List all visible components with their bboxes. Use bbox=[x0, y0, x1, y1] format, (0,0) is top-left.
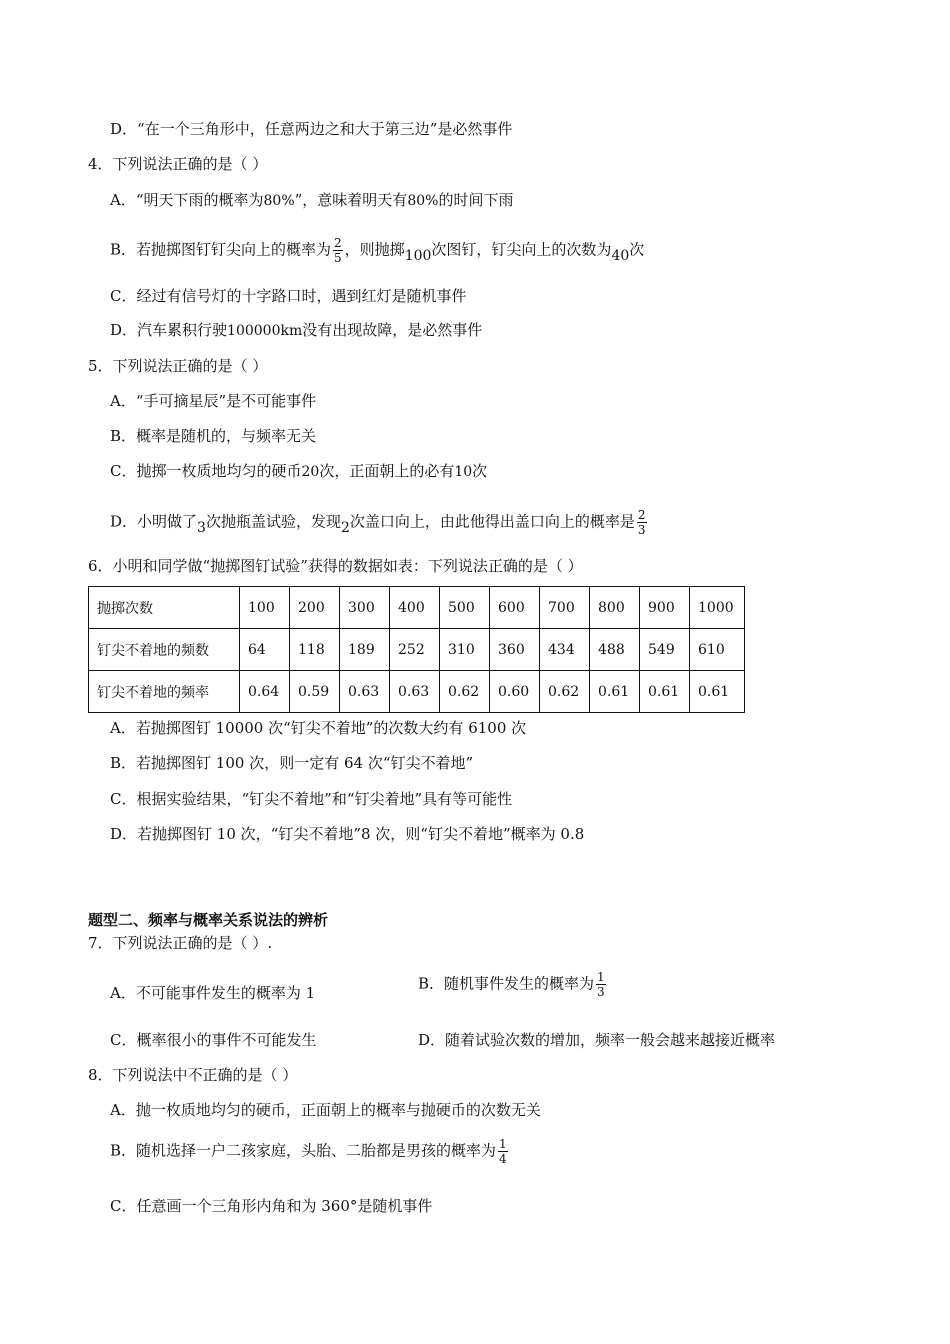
q7-option-d: D．随着试验次数的增加，频率一般会越来越接近概率 bbox=[418, 1031, 776, 1049]
table-cell: 488 bbox=[590, 629, 640, 671]
fraction: $\frac{2}{5}$ bbox=[334, 236, 342, 265]
q4-option-a: A．“明天下雨的概率为80%”，意味着明天有80%的时间下雨 bbox=[110, 191, 514, 209]
table-cell: 189 bbox=[340, 629, 390, 671]
q5-option-c: C．抛掷一枚质地均匀的硬币20次，正面朝上的必有10次 bbox=[110, 462, 488, 480]
q7-option-a: A．不可能事件发生的概率为 1 bbox=[110, 984, 316, 1002]
q8-option-b: B．随机选择一户二孩家庭，头胎、二胎都是男孩的概率为 $\frac{1}{4}$ bbox=[110, 1137, 507, 1166]
table-cell: 0.63 bbox=[390, 671, 440, 713]
q6-option-b: B．若抛掷图钉 100 次，则一定有 64 次“钉尖不着地” bbox=[110, 754, 474, 772]
q6-option-a: A．若抛掷图钉 10000 次“钉尖不着地”的次数大约有 6100 次 bbox=[110, 719, 527, 737]
q8-option-c: C．任意画一个三角形内角和为 360°是随机事件 bbox=[110, 1197, 433, 1215]
q5-option-a: A．“手可摘星辰”是不可能事件 bbox=[110, 392, 317, 410]
table-cell: 252 bbox=[390, 629, 440, 671]
table-row-label: 抛掷次数 bbox=[89, 587, 240, 629]
table-cell: 0.63 bbox=[340, 671, 390, 713]
q4-stem: 4．下列说法正确的是（ ） bbox=[88, 155, 268, 173]
q7-stem: 7．下列说法正确的是（ ）. bbox=[88, 934, 273, 952]
q5-option-b: B．概率是随机的，与频率无关 bbox=[110, 427, 317, 445]
table-cell: 500 bbox=[440, 587, 490, 629]
q6-option-d: D．若抛掷图钉 10 次，“钉尖不着地”8 次，则“钉尖不着地”概率为 0.8 bbox=[110, 825, 585, 843]
q6-stem: 6．小明和同学做“抛掷图钉试验”获得的数据如表：下列说法正确的是（ ） bbox=[88, 557, 583, 575]
table-row bbox=[89, 629, 745, 671]
table-cell: 0.62 bbox=[540, 671, 590, 713]
table-cell: 100 bbox=[240, 587, 290, 629]
table-row-label: 钉尖不着地的频率 bbox=[89, 671, 240, 713]
table-cell: 800 bbox=[590, 587, 640, 629]
q5-stem: 5．下列说法正确的是（ ） bbox=[88, 357, 268, 375]
fraction: $\frac{1}{3}$ bbox=[597, 970, 605, 999]
table-cell: 1000 bbox=[690, 587, 745, 629]
table-cell: 549 bbox=[640, 629, 690, 671]
table-cell: 600 bbox=[490, 587, 540, 629]
table-cell: 0.64 bbox=[240, 671, 290, 713]
fraction: $\frac{1}{4}$ bbox=[499, 1137, 507, 1166]
data-table bbox=[88, 586, 745, 713]
table-cell: 0.61 bbox=[690, 671, 745, 713]
fraction: $\frac{2}{3}$ bbox=[637, 508, 646, 537]
q6-option-c: C．根据实验结果，“钉尖不着地”和“钉尖着地”具有等可能性 bbox=[110, 790, 513, 808]
table-row-label: 钉尖不着地的频数 bbox=[89, 629, 240, 671]
table-cell: 310 bbox=[440, 629, 490, 671]
table-cell: 118 bbox=[290, 629, 340, 671]
q3-option-d: D．“在一个三角形中，任意两边之和大于第三边”是必然事件 bbox=[110, 120, 513, 138]
table-cell: 0.61 bbox=[640, 671, 690, 713]
table-cell: 900 bbox=[640, 587, 690, 629]
q4-option-b: B．若抛掷图钉钉尖向上的概率为 $\frac{2}{5}$ ，则抛掷100次图钉，钉尖向上的次数为40次 bbox=[110, 236, 645, 265]
q8-option-a: A．抛一枚质地均匀的硬币，正面朝上的概率与抛硬币的次数无关 bbox=[110, 1101, 541, 1119]
table-row bbox=[89, 587, 745, 629]
table-cell: 0.60 bbox=[490, 671, 540, 713]
section-title: 题型二、频率与概率关系说法的辨析 bbox=[88, 911, 329, 929]
table-cell: 434 bbox=[540, 629, 590, 671]
q7-option-b: B．随机事件发生的概率为 $\frac{1}{3}$ bbox=[418, 970, 605, 999]
table-cell: 0.61 bbox=[590, 671, 640, 713]
q7-option-c: C．概率很小的事件不可能发生 bbox=[110, 1031, 317, 1049]
table-row bbox=[89, 671, 745, 713]
q4-option-d: D．汽车累积行驶100000km没有出现故障，是必然事件 bbox=[110, 321, 483, 339]
table-cell: 0.59 bbox=[290, 671, 340, 713]
q5-option-d: D．小明做了3次抛瓶盖试验，发现2次盖口向上，由此他得出盖口向上的概率是 $\frac{2}{3}$ bbox=[110, 508, 646, 537]
table-cell: 400 bbox=[390, 587, 440, 629]
table-cell: 360 bbox=[490, 629, 540, 671]
table-cell: 0.62 bbox=[440, 671, 490, 713]
table-cell: 64 bbox=[240, 629, 290, 671]
q4-option-c: C．经过有信号灯的十字路口时，遇到红灯是随机事件 bbox=[110, 287, 467, 305]
table-cell: 610 bbox=[690, 629, 745, 671]
table-cell: 700 bbox=[540, 587, 590, 629]
table-cell: 300 bbox=[340, 587, 390, 629]
table-cell: 200 bbox=[290, 587, 340, 629]
q8-stem: 8．下列说法中不正确的是（ ） bbox=[88, 1066, 298, 1084]
